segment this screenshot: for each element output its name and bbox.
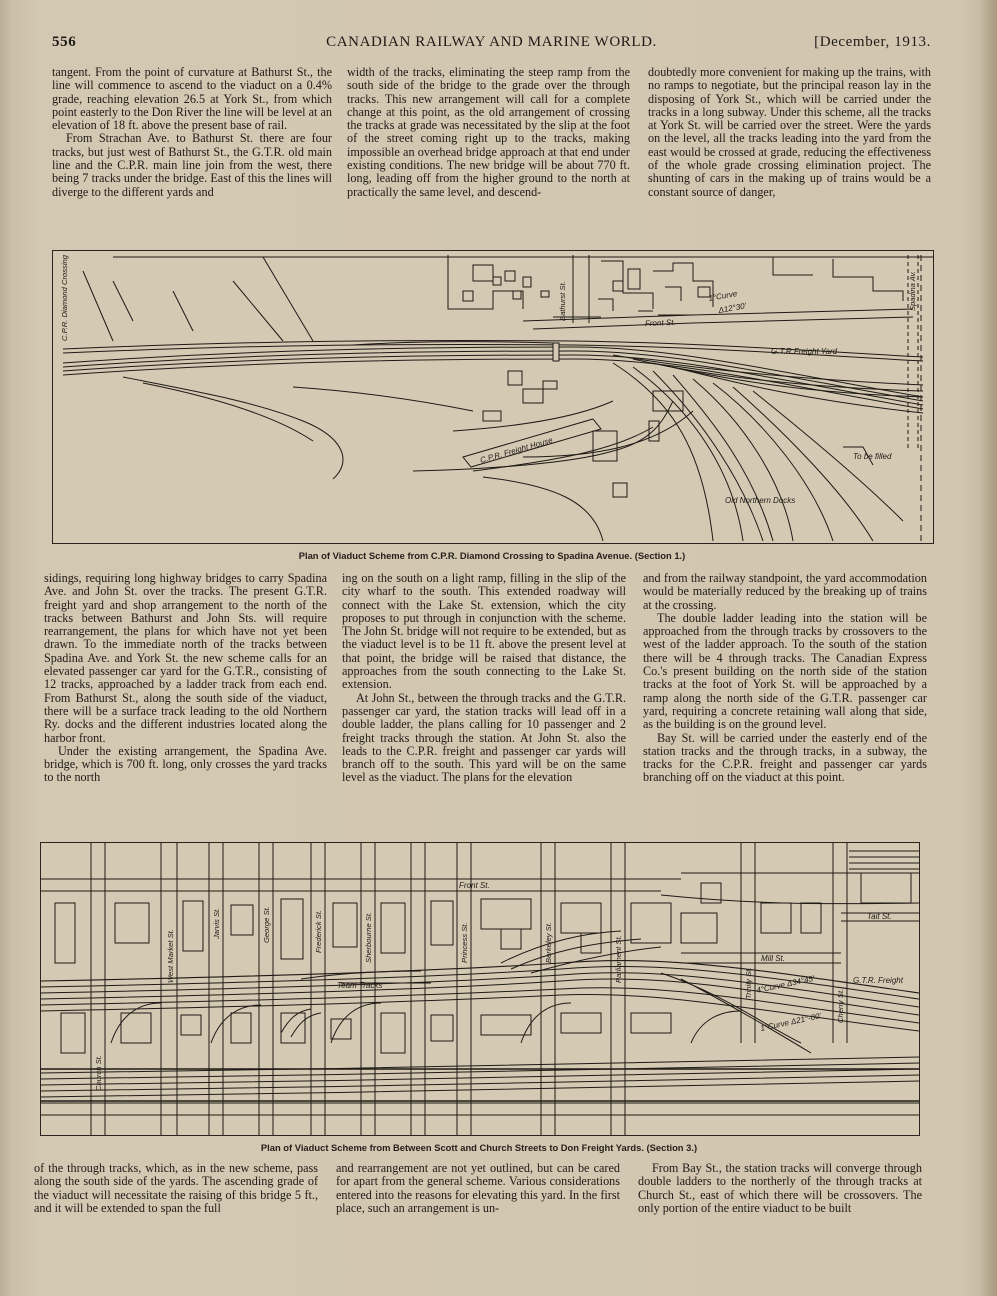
- section-1-map: [53, 251, 933, 543]
- top-column-3: [648, 66, 931, 199]
- street-cherry: Cherry St.: [836, 988, 845, 1023]
- paragraph: ing on the south on a light ramp, filling in the slip of the city wharf to the south. This extended roadway will connect with the Lake St. extension, which the city proposes to put through in conjunction with the scheme. The John St. bridge will not require to be extended, but as the viaduct level is to be 11 ft. above the present level at that point, the bridge will be raised that distance, the approaches from the south connecting to the Lake St. extension.: [342, 571, 626, 692]
- street-west-market: West Market St.: [166, 929, 175, 983]
- paragraph: and from the railway standpoint, the yard accommodation would be materially reduced by the breaking up of trains at the crossing.: [643, 571, 927, 612]
- paragraph: From Strachan Ave. to Bathurst St. there are four tracks, but just west of Bathurst St., the G.T.R. old main line and the C.P.R. main line join from the west, there being 7 tracks under the bridge. East of this the lines will diverge to the different yards and: [52, 131, 332, 199]
- label-front-st: Front St.: [644, 317, 676, 328]
- street-sherbourne: Sherbourne St.: [364, 911, 373, 963]
- paragraph: Bay St. will be carried under the easterly end of the station tracks and the through tracks, in a subway, the tracks for the C.P.R. freight and passenger car yards branching off on the viaduct at this point.: [643, 730, 927, 785]
- label-curve-4: 4°Curve Δ34°45': [755, 973, 816, 995]
- label-old-northern-docks: Old Northern Docks: [725, 496, 796, 505]
- paragraph: of the through tracks, which, as in the new scheme, pass along the south side of the yards. The ascending grade of the viaduct will necessitate the raising of this bridge 5 ft., and it will be extended to span the full: [34, 1161, 318, 1215]
- top-column-1: [52, 66, 332, 199]
- paragraph: width of the tracks, eliminating the steep ramp from the south side of the bridge to the grade over the through tracks. This new arrangement will call for a complete change at this point, as the old arrangement of crossing the tracks at grade was necessitated by the slip at the foot of the street coming right up to the tracks, making impossible an overhead bridge approach at that end under existing conditions. The new bridge will be about 770 ft. long, leading off from the higher ground to the north at practically the same level, and descend-: [347, 65, 630, 199]
- issue-date: [December, 1913.: [814, 34, 931, 50]
- running-header: [52, 30, 931, 54]
- label-front-st-2: Front St.: [459, 881, 490, 890]
- paragraph: From Bay St., the station tracks will converge through double ladders to the northerly of the through tracks at Church St., east of which there will be crossovers. The only portion of the entire viaduct to be built: [638, 1161, 922, 1215]
- label-curve: 1°Curve: [707, 289, 738, 303]
- label-spadina: Spadina Av.: [908, 271, 917, 311]
- paragraph: At John St., between the through tracks and the G.T.R. passenger car yard, the station tracks will lead off in a double ladder, the plans calling for 10 passenger and 2 freight tracks through the station. At John St. also the leads to the C.P.R. freight and passenger car yards will branch off to the south. This yard will be on the same level as the viaduct. The plans for the elevation: [342, 690, 626, 785]
- section-3-map: [41, 843, 919, 1135]
- street-berkeley: Berkeley St.: [544, 922, 553, 963]
- paragraph: sidings, requiring long highway bridges to carry Spadina Ave. and John St. over the tracks. The present G.T.R. freight yard and shop arrangement to the north of the tracks between Bathurst and John Sts. will require rearrangement, the plans for which have not yet been drawn. To the immediate north of the tracks between Spadina Ave. and York St. the new scheme calls for an elevated passenger car yard for the G.T.R., consisting of 12 tracks, approached by a ladder track from each end. From Bathurst St., along the south side of the viaduct, there will be a surface track leading to the old Northern Ry. docks and the different industries located along the harbor front.: [44, 571, 327, 745]
- page-number: 556: [52, 34, 77, 50]
- middle-column-1: [44, 572, 327, 785]
- street-church: Church St.: [94, 1055, 103, 1091]
- paragraph: and rearrangement are not yet outlined, but can be cared for apart from the general scheme. Various considerations entered into the reasons for elevating this yard. In the first place, such an arrangement is un-: [336, 1161, 620, 1215]
- figure-section-1-plan: [52, 250, 934, 544]
- street-frederick: Frederick St.: [314, 909, 323, 953]
- label-gtr-freight: G.T.R. Freight: [853, 976, 903, 985]
- street-parliament: Parliament St.: [614, 935, 623, 983]
- label-cpr-freight-house: C.P.R. Freight House: [479, 435, 554, 465]
- paragraph: Under the existing arrangement, the Spadina Ave. bridge, which is 700 ft. long, only crosses the yard tracks to the north: [44, 743, 327, 785]
- figure-1-caption: Plan of Viaduct Scheme from C.P.R. Diamond Crossing to Spadina Avenue. (Section 1.): [298, 550, 686, 561]
- label-bathurst: Bathurst St.: [558, 281, 567, 321]
- middle-column-2: [342, 572, 626, 785]
- paragraph: tangent. From the point of curvature at Bathurst St., the line will commence to ascend to the viaduct on a 0.4% grade, reaching elevation 26.5 at York St., from which point easterly to the Don River the line will be level at an elevation of 18 ft. above the present base of rail.: [52, 65, 332, 133]
- figure-2-caption: Plan of Viaduct Scheme from Between Scott and Church Streets to Don Freight Yards. (Section 3.): [260, 1142, 698, 1153]
- middle-column-3: [643, 572, 927, 785]
- label-curve-1: 1°Curve Δ21°-00': [759, 1011, 822, 1033]
- bottom-column-1: [34, 1162, 318, 1215]
- bottom-column-2: [336, 1162, 620, 1215]
- street-trinity: Trinity St.: [744, 967, 753, 999]
- journal-title: CANADIAN RAILWAY AND MARINE WORLD.: [326, 34, 657, 50]
- label-cpr-diamond: C.P.R. Diamond Crossing: [60, 255, 69, 341]
- label-to-be-filled: To be filled: [853, 452, 892, 461]
- street-jarvis: Jarvis St.: [212, 907, 221, 939]
- label-team-tracks: Team Tracks: [337, 981, 383, 990]
- label-curve-angle: Δ12°30': [717, 301, 747, 315]
- street-george: George St.: [262, 906, 271, 943]
- label-mill-st: Mill St.: [761, 954, 785, 963]
- paragraph: doubtedly more convenient for making up the trains, with no ramps to negotiate, but the principal reason lay in the disposing of York St., which will be carried under the tracks in a long subway. Under this scheme, all the tracks at York St. will be carried over the street. Were the yards on the level, all the tracks leading into the yard from the east would be crossed at grade, reducing the effectiveness of the whole grade crossing elimination project. The shunting of cars in the making up of trains would be a constant source of danger,: [648, 65, 931, 199]
- label-tait-st: Tait St.: [867, 912, 892, 921]
- bottom-column-3: [638, 1162, 922, 1215]
- paragraph: The double ladder leading into the station will be approached from the through tracks by crossovers to the west of the ladder approach. To the south of the station there will be 4 through tracks. The Canadian Express Co.'s present building on the north side of the station tracks at the foot of York St. will be approached by a ramp along the north side of the G.T.R. passenger car yard, requiring a concrete retaining wall along that side, as the building is on the ground level.: [643, 610, 927, 732]
- top-column-2: [347, 66, 630, 199]
- street-princess: Princess St.: [460, 922, 469, 963]
- figure-section-3-plan: [40, 842, 920, 1136]
- label-gtr-yard: G.T.R Freight Yard: [771, 347, 838, 356]
